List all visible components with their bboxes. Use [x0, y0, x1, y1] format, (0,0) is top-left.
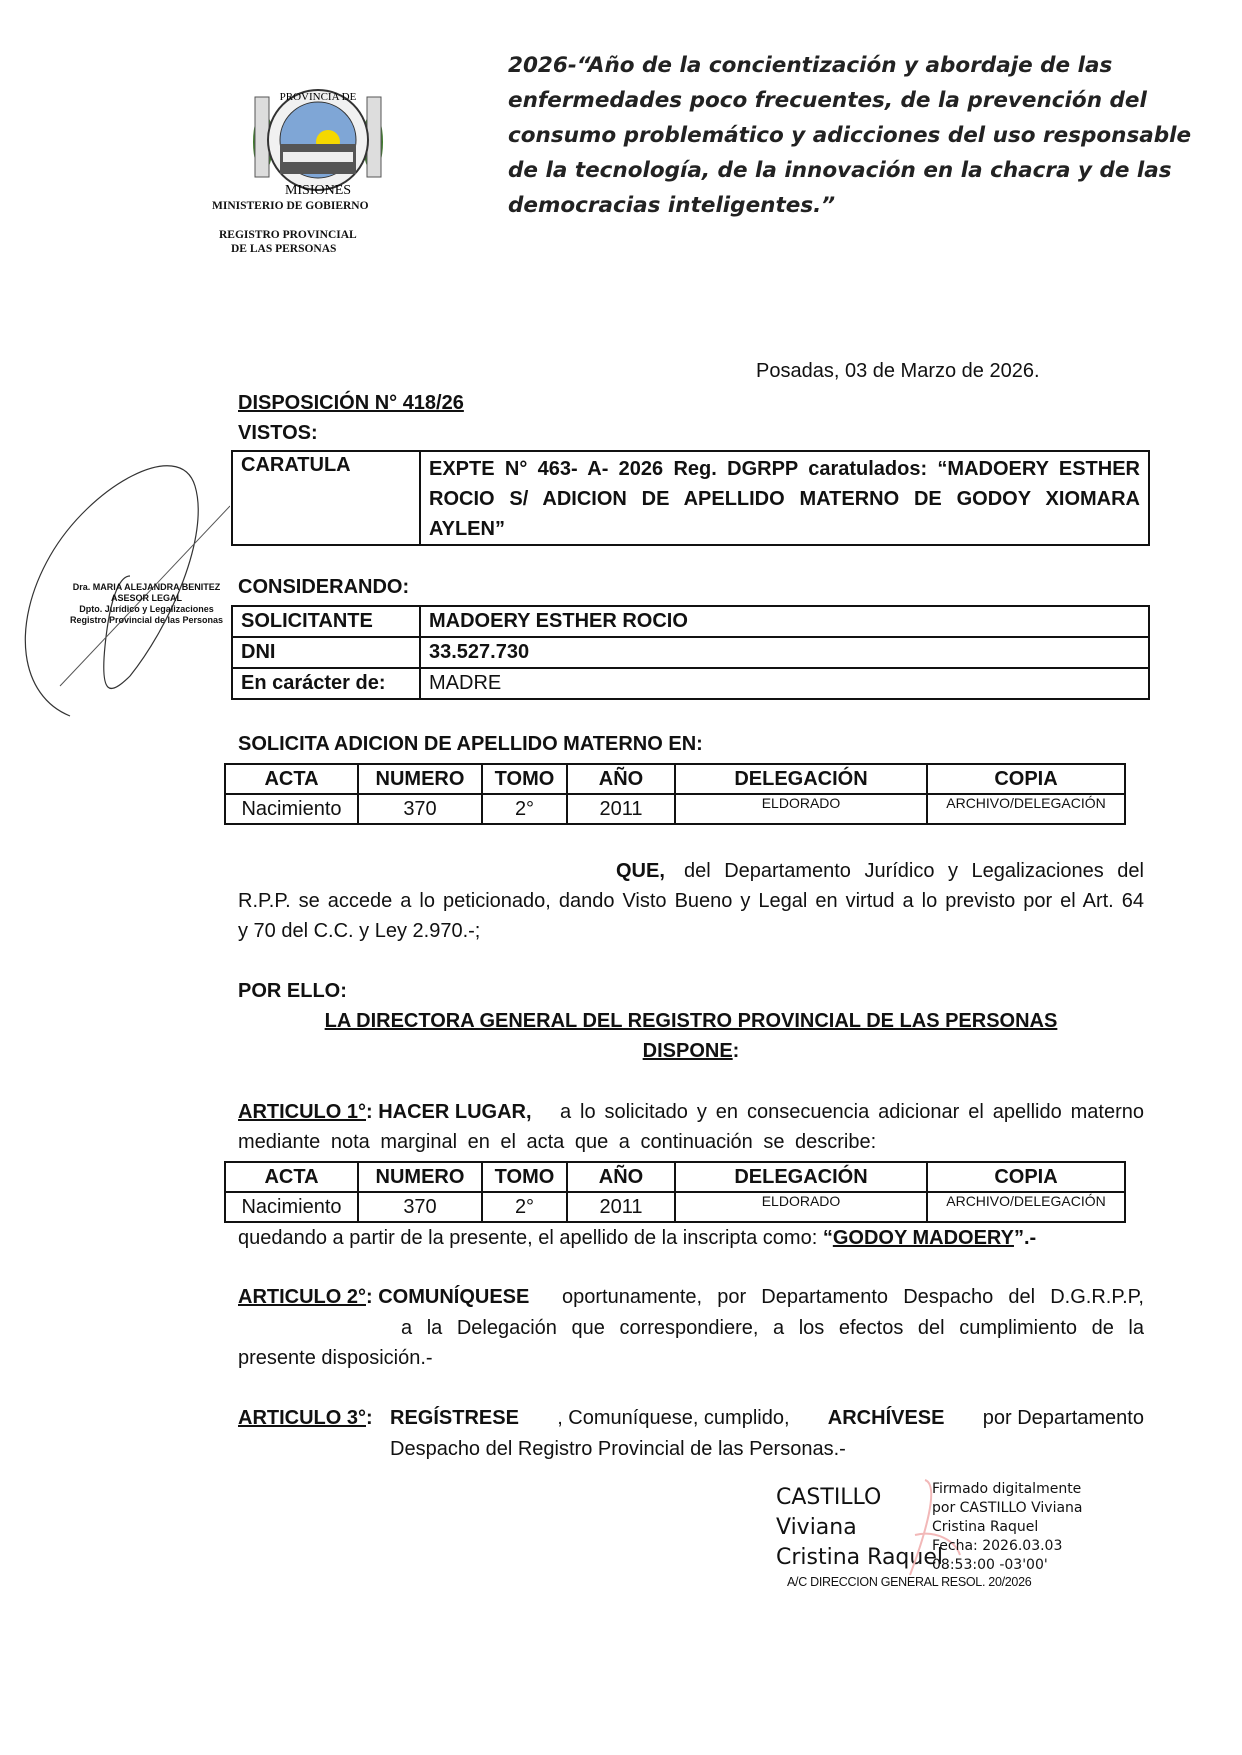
col-header: ACTA: [225, 764, 358, 794]
signature-detail: Fecha: 2026.03.03: [932, 1538, 1063, 1554]
art2-line: a la Delegación que correspondiere, a los efectos del cumplimiento de la: [401, 1317, 1144, 1339]
caratula-table: [231, 450, 1150, 546]
stamp-line: ASESOR LEGAL: [111, 593, 183, 603]
col-header: COPIA: [927, 1162, 1125, 1192]
que-line: del Departamento Jurídico y Legalizaciones del: [684, 860, 1144, 882]
role-value: MADRE: [420, 668, 1149, 699]
cell: 2°: [482, 794, 567, 824]
caratula-line: ROCIO S/ ADICION DE APELLIDO MATERNO DE GODOY XIOMARA: [429, 488, 1140, 510]
cell: ARCHIVO/DELEGACIÓN: [927, 1192, 1125, 1222]
col-header: AÑO: [567, 1162, 675, 1192]
motto-line: de la tecnología, de la innovación en la chacra y de las: [508, 158, 1172, 183]
cell: ARCHIVO/DELEGACIÓN: [927, 794, 1125, 824]
col-header: NUMERO: [358, 1162, 482, 1192]
motto-line: 2026-“Año de la concientización y abordaje de las: [508, 53, 1113, 78]
cell: ELDORADO: [675, 794, 927, 824]
applicant-label: SOLICITANTE: [232, 606, 420, 637]
art2-line: presente disposición.-: [238, 1347, 433, 1369]
vistos-heading: VISTOS:: [238, 422, 318, 444]
applicant-table: [231, 605, 1150, 700]
que-line: y 70 del C.C. y Ley 2.970.-;: [238, 920, 481, 942]
col-header: AÑO: [567, 764, 675, 794]
place-date: Posadas, 03 de Marzo de 2026.: [756, 360, 1040, 382]
signature-details: [932, 1480, 1083, 1575]
cell: 2011: [567, 1192, 675, 1222]
dni-value: 33.527.730: [420, 637, 1149, 668]
stamp-line: Dra. MARIA ALEJANDRA BENITEZ: [72, 582, 221, 592]
art2-bold: COMUNÍQUESE: [378, 1286, 530, 1308]
que-line: R.P.P. se accede a lo peticionado, dando Visto Bueno y Legal en virtud a lo previsto por el Art. 64: [238, 890, 1144, 912]
signature-detail: por CASTILLO Viviana: [932, 1500, 1083, 1516]
disposition-title: DISPOSICIÓN N° 418/26: [238, 392, 464, 414]
motto-line: enfermedades poco frecuentes, de la prevención del: [508, 88, 1147, 113]
art1-line: mediante nota marginal en el acta que a continuación se describe:: [238, 1131, 877, 1153]
col-header: TOMO: [482, 764, 567, 794]
stamp-line: Registro Provincial de las Personas: [70, 615, 224, 625]
art3-line: Despacho del Registro Provincial de las Personas.-: [390, 1438, 846, 1460]
motto-line: consumo problemático y adicciones del uso responsable: [508, 123, 1192, 148]
art3-label: ARTICULO 3°: [238, 1407, 366, 1429]
caratula-line: AYLEN”: [429, 518, 505, 540]
applicant-value: MADOERY ESTHER ROCIO: [420, 606, 1149, 637]
col-header: DELEGACIÓN: [675, 764, 927, 794]
art3-bold: REGÍSTRESE: [390, 1407, 519, 1429]
signature-footer: A/C DIRECCION GENERAL RESOL. 20/2026: [787, 1575, 1032, 1589]
col-header: ACTA: [225, 1162, 358, 1192]
que-lead: QUE,: [616, 860, 665, 882]
signature-detail: 08:53:00 -03'00': [932, 1557, 1048, 1573]
cell: ELDORADO: [675, 1192, 927, 1222]
art1-after: quedando a partir de la presente, el apellido de la inscripta como:: [238, 1227, 818, 1249]
col-header: NUMERO: [358, 764, 482, 794]
seal-text-top: PROVINCIA DE: [279, 91, 357, 103]
registry-line-2: DE LAS PERSONAS: [231, 243, 337, 255]
province-seal: [243, 82, 393, 200]
signature-detail: Firmado digitalmente: [932, 1481, 1082, 1497]
considerando-heading: CONSIDERANDO:: [238, 576, 410, 598]
motto-line: democracias inteligentes.”: [508, 193, 836, 218]
legal-advisor-signature: [10, 446, 230, 731]
cell: 370: [358, 794, 482, 824]
art2-line: oportunamente, por Departamento Despacho del D.G.R.P.P,: [562, 1286, 1144, 1308]
art2-label: ARTICULO 2°: [238, 1286, 366, 1308]
col-header: COPIA: [927, 764, 1125, 794]
cell: 370: [358, 1192, 482, 1222]
dni-label: DNI: [232, 637, 420, 668]
role-label: En carácter de:: [232, 668, 420, 699]
registry-line-1: REGISTRO PROVINCIAL: [219, 229, 357, 241]
acta-table: [224, 763, 1126, 825]
caratula-line: EXPTE N° 463- A- 2026 Reg. DGRPP caratulados: “MADOERY ESTHER: [429, 458, 1140, 480]
signature-detail: Cristina Raquel: [932, 1519, 1039, 1535]
cell: Nacimiento: [225, 794, 358, 824]
dispone: DISPONE: [642, 1040, 733, 1062]
resulting-surname: GODOY MADOERY: [832, 1227, 1014, 1249]
signer-name-line: Viviana: [776, 1515, 857, 1540]
cell: 2°: [482, 1192, 567, 1222]
art3-end: por Departamento: [982, 1407, 1144, 1429]
col-header: DELEGACIÓN: [675, 1162, 927, 1192]
caratula-label: CARATULA: [232, 451, 420, 545]
document-page: PROVINCIA DE MISIONES MINISTERIO DE GOBIERNO REGISTRO PROVINCIAL DE LAS PERSONAS 2026-“Año de la concientización y abordaje de las enfermedades poco frecuentes, de la prevención del consumo problemático y adicciones del uso responsable de la tecnología, de la innovación en la chacra y de las democracias inteligentes.” Posadas, 03 de Marzo de 2026. DISPOSICIÓN N° 418/26 VISTOS: Dra. MARIA ALEJANDRA BENITEZ ASESOR LEGAL Dpto. Jurídico y Legalizaciones Registro Provincial de las Personas CARATULA EXPTE N° 463- A- 2026 Reg. DGRPP caratulados: “MADOERY ESTHER ROCIO S/ ADICION DE APELLIDO MATERNO DE GODOY XIOMARA AYLEN” CONSIDERANDO: SOLICITANTE MADOERY ESTHER ROCIO DNI 33.527.730 En carácter de: MADRE SOLICITA ADICION DE APELLIDO MATERNO EN: ACTA NUMERO TOMO AÑO DELEGACIÓN COPIA Nacimiento 370 2° 2011 ELDORADO ARCHIVO/DELEGACIÓN QUE, del Departamento Jurídico y Legalizaciones del R.P.P. se accede a lo peticionado, dando Visto Bueno y Legal en virtud a lo previsto por el Art. 64 y 70 del C.C. y Ley 2.970.-; POR ELLO: LA DIRECTORA GENERAL DEL REGISTRO PROVINCIAL DE LAS PERSONAS DISPONE: ARTICULO 1°: HACER LUGAR, a lo solicitado y en consecuencia adicionar el apellido materno mediante nota marginal en el acta que a continuación se describe: ACTA NUMERO TOMO AÑO DELEGACIÓN COPIA Nacimiento 370 2° 2011 ELDORADO ARCHIVO/DELEGACIÓN quedando a partir de la presente, el apellido de la inscripta como: “GODOY MADOERY”.- ARTICULO 2°: COMUNÍQUESE oportunamente, por Departamento Despacho del D.G.R.P.P, a la Delegación que correspondiere, a los efectos del cumplimiento de la presente disposición.- ARTICULO 3°: REGÍSTRESE , Comuníquese, cumplido, ARCHÍVESE por Departamento Despacho del Registro Provincial de las Personas.- CASTILLO Viviana Cristina Raquel Firmado digitalmente por CASTILLO Viviana Cristina Raquel Fecha: 2026.03.03 08:53:00 -03'00' A/C DIRECCION GENERAL RESOL. 20/2026: [0, 0, 1242, 1755]
ministry-name: MINISTERIO DE GOBIERNO: [212, 200, 369, 212]
stamp-line: Dpto. Jurídico y Legalizaciones: [79, 604, 214, 614]
por-ello: POR ELLO:: [238, 980, 347, 1002]
art1-label: ARTICULO 1°: [238, 1101, 366, 1123]
authority: LA DIRECTORA GENERAL DEL REGISTRO PROVINCIAL DE LAS PERSONAS: [324, 1010, 1058, 1032]
signer-name-line: CASTILLO: [776, 1485, 882, 1510]
col-header: TOMO: [482, 1162, 567, 1192]
acta-table-2: [224, 1161, 1126, 1223]
seal-text-bottom: MISIONES: [284, 183, 352, 198]
art3-bold: ARCHÍVESE: [827, 1407, 945, 1429]
request-title: SOLICITA ADICION DE APELLIDO MATERNO EN:: [238, 733, 703, 755]
art1-line: a lo solicitado y en consecuencia adicionar el apellido materno: [560, 1101, 1144, 1123]
art1-bold: HACER LUGAR,: [378, 1101, 532, 1123]
cell: 2011: [567, 794, 675, 824]
signer-name-line: Cristina Raquel: [776, 1545, 943, 1570]
cell: Nacimiento: [225, 1192, 358, 1222]
art3-mid: , Comuníquese, cumplido,: [557, 1407, 790, 1429]
